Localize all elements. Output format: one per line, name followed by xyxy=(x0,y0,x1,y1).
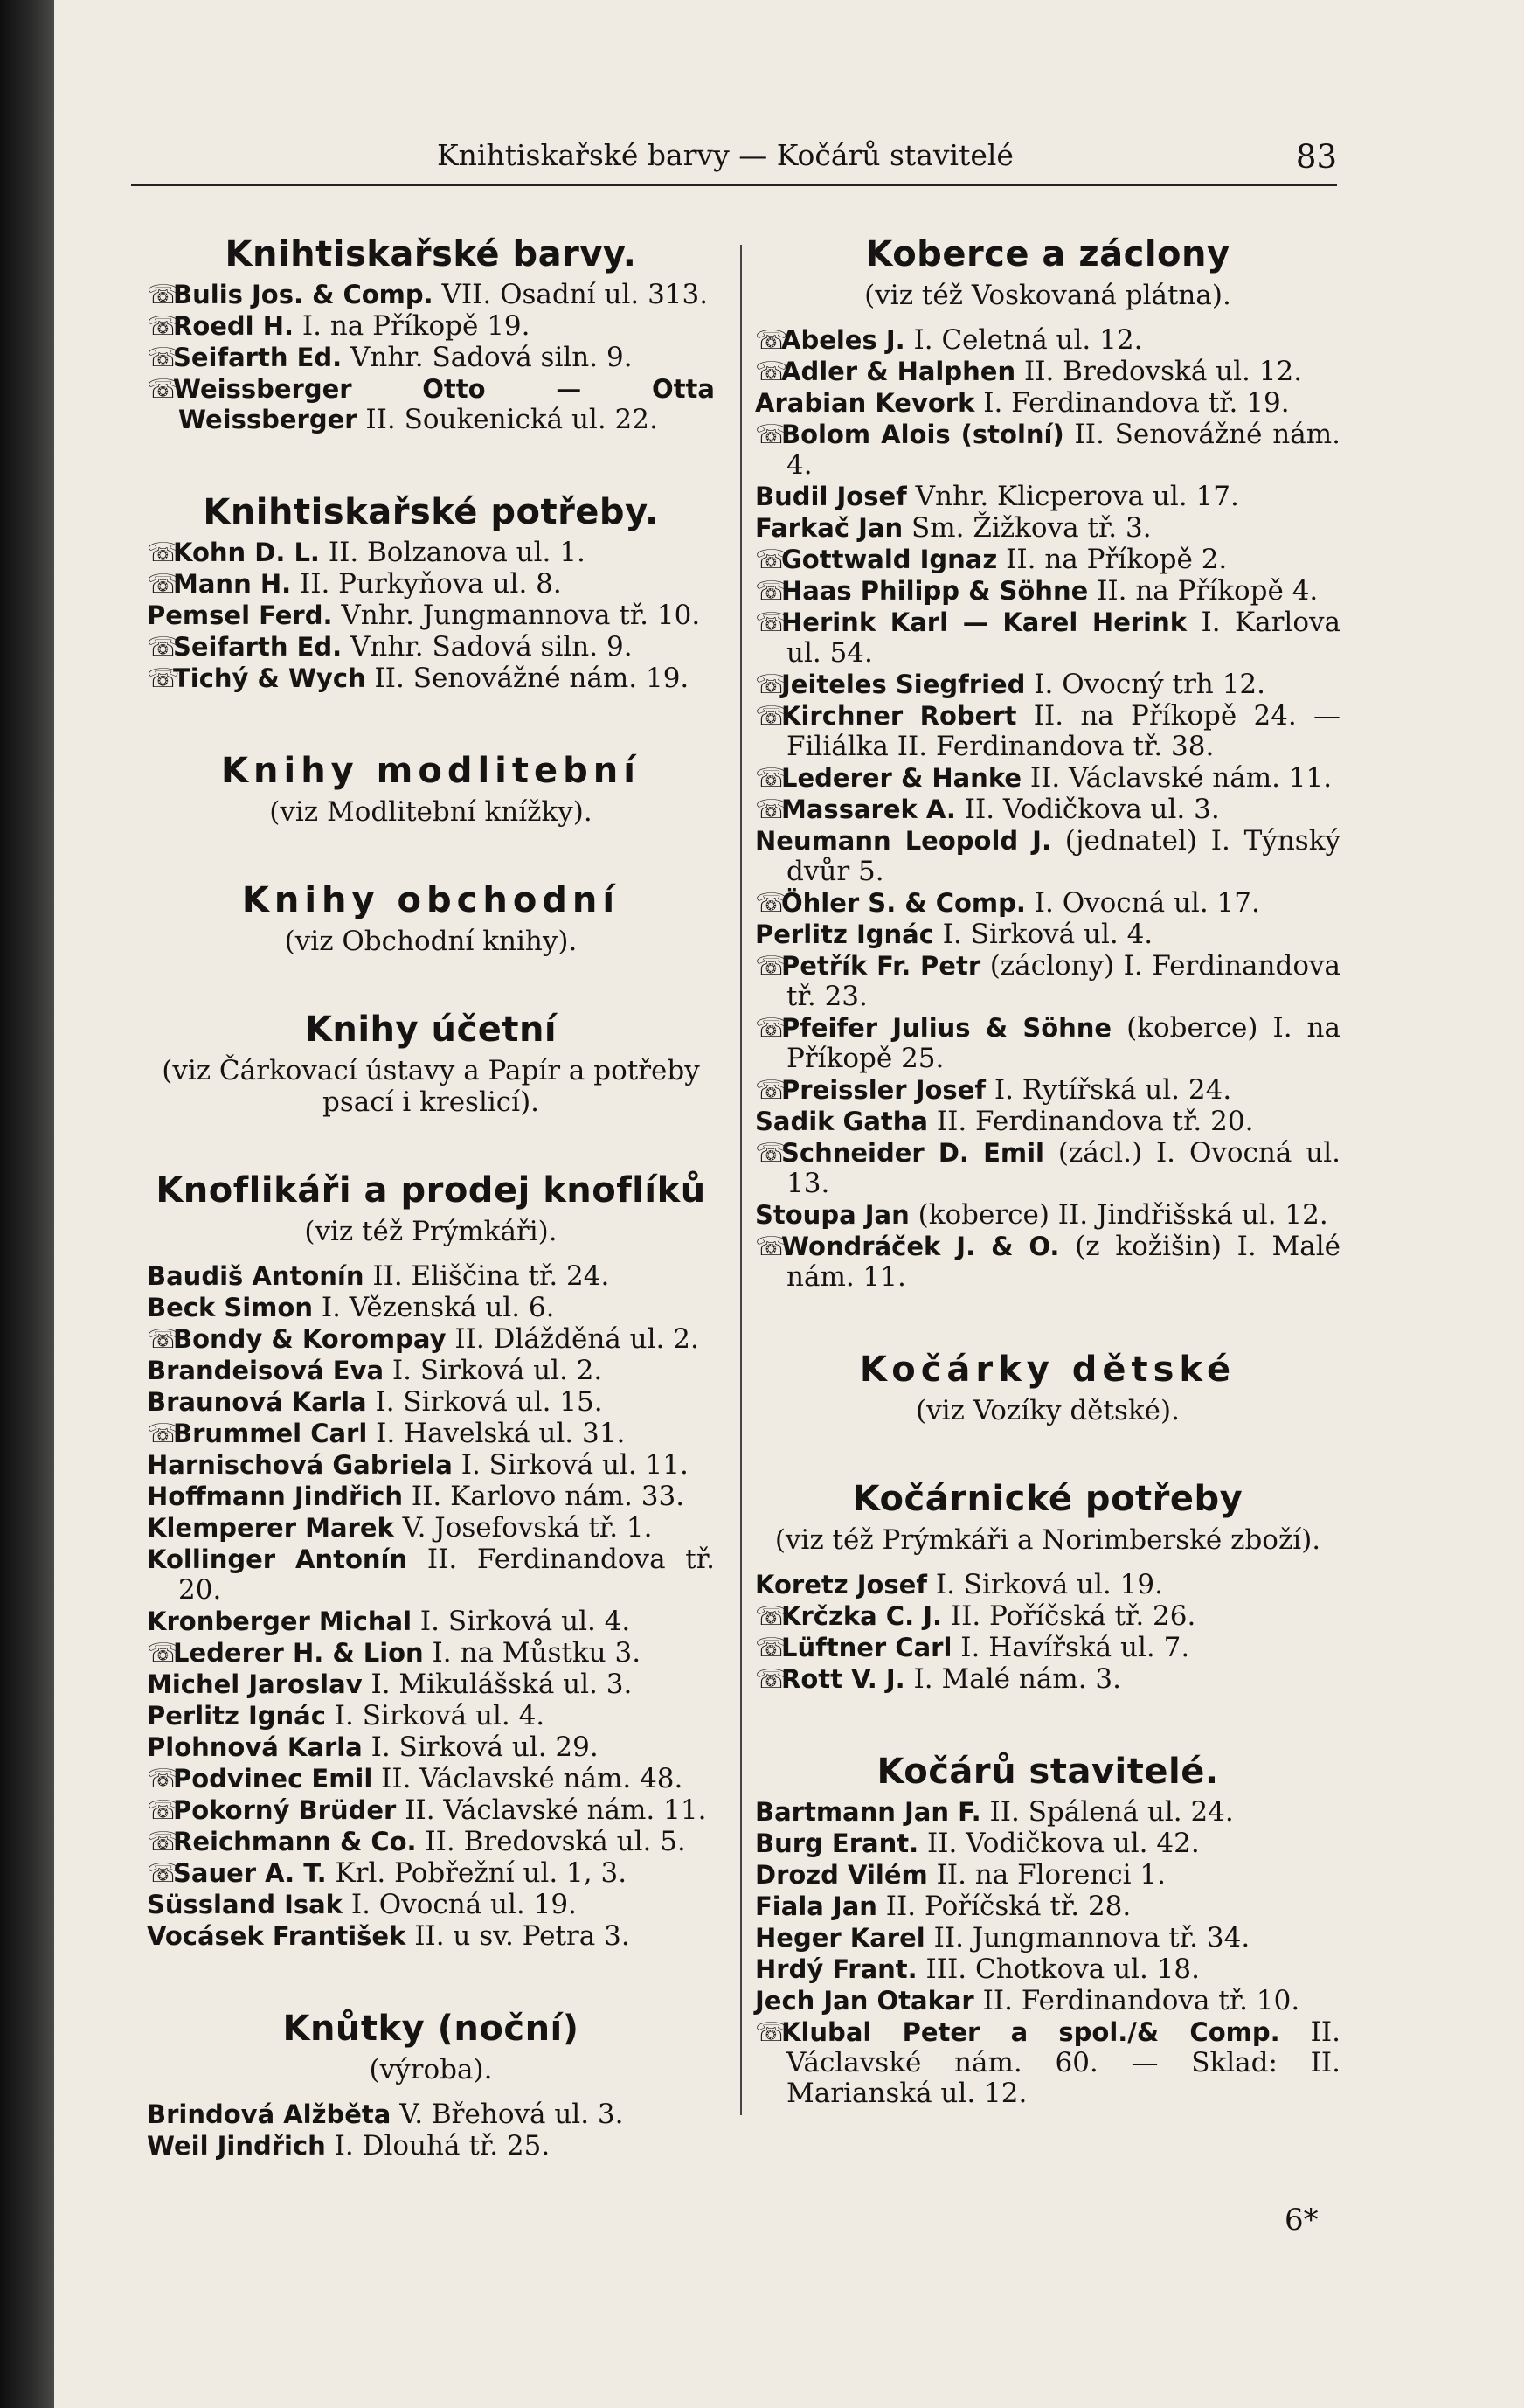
telephone-icon: ☏ xyxy=(755,325,788,356)
telephone-icon: ☏ xyxy=(755,1664,788,1695)
directory-entry xyxy=(147,1482,715,1512)
entry-address: I. Sirková ul. 4. xyxy=(933,919,1153,950)
entry-address: II. Spálená ul. 24. xyxy=(980,1796,1234,1828)
directory-entry xyxy=(755,1954,1340,1985)
entry-address: I. Malé nám. 3. xyxy=(904,1663,1121,1695)
book-spine xyxy=(0,0,54,2408)
section-subheading: (viz Obchodní knihy). xyxy=(284,926,578,957)
entry-name: Michel Jaroslav xyxy=(147,1669,363,1699)
directory-entry xyxy=(147,632,715,663)
entry-address: II. Ferdinandova tř. 20. xyxy=(178,1544,715,1606)
entry-name: Bolom Alois (stolní) xyxy=(781,420,1064,449)
directory-entry xyxy=(147,1419,715,1449)
directory-entry xyxy=(755,357,1340,387)
entry-name: Massarek A. xyxy=(781,795,956,824)
entry-address: II. Soukenická ul. 22. xyxy=(357,404,658,435)
entry-address: I. Ovocný trh 12. xyxy=(1025,669,1265,700)
telephone-icon: ☏ xyxy=(755,795,788,825)
directory-entry xyxy=(147,1638,715,1669)
entry-name: Tichý & Wych xyxy=(173,663,366,693)
entry-address: II. Purkyňova ul. 8. xyxy=(291,568,562,600)
entry-name: Abeles J. xyxy=(781,325,905,355)
entry-address: II. Bredovská ul. 5. xyxy=(416,1826,686,1857)
telephone-icon: ☏ xyxy=(755,1138,788,1169)
entry-address: I. Vězenská ul. 6. xyxy=(312,1292,555,1323)
entry-address: II. Bolzanova ul. 1. xyxy=(319,537,585,568)
directory-entry xyxy=(147,1356,715,1386)
directory-entry xyxy=(755,826,1340,887)
telephone-icon: ☏ xyxy=(147,1638,180,1669)
entry-name: Weissberger Otto — Otta Weissberger xyxy=(173,374,715,434)
entry-address: V. Břehová ul. 3. xyxy=(391,2099,624,2130)
entry-address: I. Havířská ul. 7. xyxy=(952,1632,1190,1663)
section-heading: Knůtky (noční) xyxy=(282,2009,579,2049)
entry-address: Vnhr. Sadová siln. 9. xyxy=(342,342,633,373)
entry-list xyxy=(147,538,715,694)
entry-address: I. Sirková ul. 29. xyxy=(362,1731,599,1763)
directory-entry xyxy=(755,325,1340,356)
telephone-icon: ☏ xyxy=(147,538,180,568)
entry-name: Bartmann Jan F. xyxy=(755,1797,981,1827)
entry-name: Plohnová Karla xyxy=(147,1732,363,1762)
entry-name: Lederer H. & Lion xyxy=(173,1638,424,1668)
entry-address: III. Chotkova ul. 18. xyxy=(917,1953,1200,1985)
directory-entry xyxy=(147,1701,715,1731)
entry-address: (záclony) I. Ferdinandova tř. 23. xyxy=(786,950,1340,1012)
directory-entry xyxy=(147,1513,715,1544)
directory-entry xyxy=(755,1860,1340,1891)
section-subheading: (viz též Prýmkáři). xyxy=(304,1216,558,1247)
directory-entry xyxy=(147,374,715,435)
entry-name: Kohn D. L. xyxy=(173,538,320,567)
entry-name: Schneider D. Emil xyxy=(781,1138,1044,1168)
entry-name: Gottwald Ignaz xyxy=(781,545,998,574)
running-header xyxy=(131,131,1337,186)
directory-entry xyxy=(147,1606,715,1637)
entry-address: VII. Osadní ul. 313. xyxy=(433,279,709,310)
entry-address: Vnhr. Sadová siln. 9. xyxy=(342,631,633,663)
entry-address: I. Dlouhá tř. 25. xyxy=(325,2130,551,2162)
telephone-icon: ☏ xyxy=(147,1795,180,1826)
entry-address: I. Sirková ul. 19. xyxy=(926,1569,1163,1600)
entry-address: II. Ferdinandova tř. 20. xyxy=(928,1106,1254,1137)
directory-entry xyxy=(147,1890,715,1920)
directory-entry xyxy=(755,763,1340,794)
directory-entry xyxy=(147,1669,715,1700)
directory-entry xyxy=(755,919,1340,950)
entry-list xyxy=(755,1797,1340,2109)
entry-address: II. na Příkopě 4. xyxy=(1088,575,1319,607)
entry-address: (jednatel) I. Týnský dvůr 5. xyxy=(786,825,1340,887)
directory-entry xyxy=(755,701,1340,762)
entry-list xyxy=(755,325,1340,1293)
entry-address: II. na Příkopě 24. — Filiálka II. Ferdinandova tř. 38. xyxy=(786,700,1341,762)
directory-entry xyxy=(755,670,1340,700)
entry-name: Rott V. J. xyxy=(781,1664,905,1694)
entry-name: Baudiš Antonín xyxy=(147,1261,364,1291)
directory-entry xyxy=(755,1013,1340,1074)
entry-name: Mann H. xyxy=(173,569,292,599)
telephone-icon: ☏ xyxy=(755,1633,788,1663)
directory-entry xyxy=(755,1075,1340,1106)
entry-address: (koberce) II. Jindřišská ul. 12. xyxy=(909,1199,1328,1231)
entry-address: II. Eliščina tř. 24. xyxy=(364,1260,610,1292)
directory-entry xyxy=(755,1232,1340,1293)
directory-entry xyxy=(755,951,1340,1012)
section-heading: Knoflikáři a prodej knoflíků xyxy=(156,1170,706,1211)
directory-entry xyxy=(147,311,715,342)
directory-entry xyxy=(755,576,1340,607)
directory-entry xyxy=(147,280,715,310)
section-subheading: (viz Vozíky dětské). xyxy=(916,1395,1180,1426)
telephone-icon: ☏ xyxy=(147,1419,180,1449)
telephone-icon: ☏ xyxy=(755,701,788,732)
entry-name: Petřík Fr. Petr xyxy=(781,951,981,981)
entry-name: Jeiteles Siegfried xyxy=(781,670,1026,699)
section-subheading: (viz též Voskovaná plátna). xyxy=(864,280,1231,311)
directory-entry xyxy=(755,795,1340,825)
section-heading: Kočárky dětské xyxy=(859,1350,1237,1390)
section-subheading: (výroba). xyxy=(369,2054,493,2085)
directory-entry xyxy=(147,1764,715,1794)
directory-entry xyxy=(147,1293,715,1323)
entry-name: Heger Karel xyxy=(755,1923,925,1953)
directory-entry xyxy=(147,1827,715,1857)
entry-name: Braunová Karla xyxy=(147,1387,367,1417)
entry-name: Budil Josef xyxy=(755,482,907,511)
telephone-icon: ☏ xyxy=(755,420,788,450)
entry-name: Hoffmann Jindřich xyxy=(147,1482,404,1511)
section-heading: Knihy účetní xyxy=(304,1010,558,1050)
directory-entry xyxy=(755,1891,1340,1922)
directory-entry xyxy=(147,1544,715,1606)
directory-entry xyxy=(755,1664,1340,1695)
directory-entry xyxy=(147,343,715,373)
directory-entry xyxy=(147,2099,715,2130)
entry-name: Pokorný Brüder xyxy=(173,1795,397,1825)
entry-list xyxy=(147,280,715,435)
entry-name: Harnischová Gabriela xyxy=(147,1450,453,1480)
directory-entry xyxy=(147,1732,715,1763)
entry-address: Krl. Pobřežní ul. 1, 3. xyxy=(326,1857,627,1889)
signature-mark: 6* xyxy=(1285,2203,1319,2238)
entry-address: I. Sirková ul. 2. xyxy=(384,1355,603,1386)
directory-entry xyxy=(755,1797,1340,1828)
telephone-icon: ☏ xyxy=(755,670,788,700)
entry-name: Drozd Vilém xyxy=(755,1860,928,1890)
telephone-icon: ☏ xyxy=(755,357,788,387)
entry-name: Lüftner Carl xyxy=(781,1633,952,1662)
entry-name: Hrdý Frant. xyxy=(755,1954,918,1984)
telephone-icon: ☏ xyxy=(147,663,180,694)
directory-entry xyxy=(755,607,1340,669)
entry-name: Sauer A. T. xyxy=(173,1858,327,1888)
entry-address: I. Mikulášská ul. 3. xyxy=(362,1669,633,1700)
entry-address: I. na Můstku 3. xyxy=(423,1637,641,1669)
entry-name: Pemsel Ferd. xyxy=(147,600,333,630)
section-heading: Knihtiskařské barvy. xyxy=(225,234,637,274)
entry-name: Bulis Jos. & Comp. xyxy=(173,280,433,309)
directory-entry xyxy=(147,663,715,694)
telephone-icon: ☏ xyxy=(147,569,180,600)
directory-entry xyxy=(755,1200,1340,1231)
entry-list xyxy=(755,1570,1340,1695)
entry-address: (z kožišin) I. Malé nám. 11. xyxy=(786,1231,1340,1293)
telephone-icon: ☏ xyxy=(147,1324,180,1355)
entry-address: (zácl.) I. Ovocná ul. 13. xyxy=(786,1137,1340,1199)
directory-entry xyxy=(755,1138,1340,1199)
entry-name: Pfeifer Julius & Söhne xyxy=(781,1013,1112,1043)
entry-address: II. Senovážné nám. 19. xyxy=(365,663,689,694)
section-subheading: (viz též Prýmkáři a Norimberské zboží). xyxy=(774,1524,1321,1556)
entry-address: II. Vodičkova ul. 3. xyxy=(955,794,1220,825)
entry-address: Vnhr. Jungmannova tř. 10. xyxy=(332,600,701,631)
entry-name: Neumann Leopold J. xyxy=(755,826,1051,856)
entry-name: Fiala Jan xyxy=(755,1891,877,1921)
entry-address: I. Havelská ul. 31. xyxy=(367,1418,626,1449)
telephone-icon: ☏ xyxy=(147,1858,180,1889)
entry-address: I. Karlova ul. 54. xyxy=(786,607,1340,669)
entry-address: II. Ferdinandova tř. 10. xyxy=(973,1985,1300,2016)
directory-entry xyxy=(147,538,715,568)
directory-entry xyxy=(755,1601,1340,1632)
entry-name: Koretz Josef xyxy=(755,1570,927,1600)
directory-entry xyxy=(147,1921,715,1952)
entry-address: II. Václavské nám. 48. xyxy=(372,1763,683,1794)
telephone-icon: ☏ xyxy=(755,1013,788,1044)
entry-name: Farkač Jan xyxy=(755,513,904,543)
entry-address: Vnhr. Klicperova ul. 17. xyxy=(906,481,1239,512)
entry-name: Reichmann & Co. xyxy=(173,1827,417,1856)
section-heading: Knihy obchodní xyxy=(241,880,620,920)
entry-name: Preissler Josef xyxy=(781,1075,986,1105)
entry-name: Beck Simon xyxy=(147,1293,313,1322)
section-heading: Koberce a záclony xyxy=(865,234,1230,274)
telephone-icon: ☏ xyxy=(147,343,180,373)
entry-name: Süssland Isak xyxy=(147,1890,343,1919)
directory-entry xyxy=(147,1795,715,1826)
telephone-icon: ☏ xyxy=(755,1601,788,1632)
telephone-icon: ☏ xyxy=(755,1232,788,1262)
entry-address: I. Sirková ul. 4. xyxy=(325,1700,545,1731)
directory-entry xyxy=(147,1324,715,1355)
entry-address: II. Václavské nám. 11. xyxy=(396,1794,707,1826)
directory-entry xyxy=(755,388,1340,419)
directory-entry xyxy=(755,888,1340,919)
entry-name: Kronberger Michal xyxy=(147,1606,412,1636)
entry-name: Arabian Kevork xyxy=(755,388,975,418)
telephone-icon: ☏ xyxy=(147,311,180,342)
entry-address: I. na Příkopě 19. xyxy=(294,310,530,342)
directory-entry xyxy=(147,1858,715,1889)
left-column xyxy=(147,219,715,2162)
telephone-icon: ☏ xyxy=(755,1075,788,1106)
directory-entry xyxy=(755,2017,1340,2109)
page-number: 83 xyxy=(1295,138,1337,176)
entry-name: Podvinec Emil xyxy=(173,1764,373,1794)
entry-address: II. Karlovo nám. 33. xyxy=(403,1481,685,1512)
entry-address: II. Poříčská tř. 26. xyxy=(942,1600,1196,1632)
telephone-icon: ☏ xyxy=(755,576,788,607)
telephone-icon: ☏ xyxy=(755,888,788,919)
entry-address: I. Ovocná ul. 19. xyxy=(342,1889,577,1920)
entry-address: I. Celetná ul. 12. xyxy=(904,324,1143,356)
directory-entry xyxy=(755,1986,1340,2016)
directory-entry xyxy=(147,1261,715,1292)
column-divider xyxy=(740,245,742,2115)
entry-name: Brandeisová Eva xyxy=(147,1356,384,1385)
entry-address: II. na Florenci 1. xyxy=(927,1859,1167,1891)
telephone-icon: ☏ xyxy=(147,1827,180,1857)
telephone-icon: ☏ xyxy=(755,951,788,982)
entry-address: Sm. Žižkova tř. 3. xyxy=(903,512,1152,544)
entry-name: Bondy & Korompay xyxy=(173,1324,447,1354)
entry-name: Weil Jindřich xyxy=(147,2131,326,2161)
entry-name: Jech Jan Otakar xyxy=(755,1986,974,2016)
entry-name: Brummel Carl xyxy=(173,1419,368,1448)
entry-address: I. Rytířská ul. 24. xyxy=(985,1074,1232,1106)
entry-address: I. Ovocná ul. 17. xyxy=(1025,887,1260,919)
entry-name: Wondráček J. & O. xyxy=(781,1232,1060,1261)
entry-address: II. Václavské nám. 11. xyxy=(1022,762,1333,794)
entry-address: I. Ferdinandova tř. 19. xyxy=(974,387,1290,419)
entry-name: Vocásek František xyxy=(147,1921,406,1951)
header-title: Knihtiskařské barvy — Kočárů stavitelé xyxy=(437,138,1014,172)
entry-list xyxy=(147,1261,715,1952)
directory-entry xyxy=(755,545,1340,575)
section-heading: Kočárů stavitelé. xyxy=(876,1752,1219,1792)
directory-entry xyxy=(755,1923,1340,1953)
entry-name: Roedl H. xyxy=(173,311,294,341)
entry-name: Kirchner Robert xyxy=(781,701,1017,731)
directory-entry xyxy=(755,482,1340,512)
entry-address: V. Josefovská tř. 1. xyxy=(393,1512,653,1544)
section-heading: Knihy modlitební xyxy=(221,751,641,791)
telephone-icon: ☏ xyxy=(147,374,180,405)
entry-name: Kollinger Antonín xyxy=(147,1544,408,1574)
entry-name: Seifarth Ed. xyxy=(173,632,343,662)
entry-name: Burg Erant. xyxy=(755,1829,919,1858)
telephone-icon: ☏ xyxy=(755,545,788,575)
entry-address: I. Sirková ul. 4. xyxy=(412,1606,631,1637)
right-column xyxy=(755,219,1340,2110)
entry-name: Perlitz Ignác xyxy=(147,1701,326,1731)
telephone-icon: ☏ xyxy=(147,280,180,310)
telephone-icon: ☏ xyxy=(147,632,180,663)
directory-entry xyxy=(147,2131,715,2162)
directory-entry xyxy=(147,600,715,631)
entry-address: II. Bredovská ul. 12. xyxy=(1015,356,1303,387)
entry-address: II. Vodičkova ul. 42. xyxy=(918,1828,1200,1859)
directory-entry xyxy=(755,1633,1340,1663)
section-heading: Kočárnické potřeby xyxy=(852,1479,1243,1519)
telephone-icon: ☏ xyxy=(755,2017,788,2048)
entry-name: Öhler S. & Comp. xyxy=(781,888,1026,918)
entry-address: II. Senovážné nám. 4. xyxy=(786,419,1340,481)
telephone-icon: ☏ xyxy=(755,607,788,638)
entry-name: Stoupa Jan xyxy=(755,1200,910,1230)
entry-address: II. Poříčská tř. 28. xyxy=(876,1891,1132,1922)
section-heading: Knihtiskařské potřeby. xyxy=(203,492,659,532)
entry-name: Lederer & Hanke xyxy=(781,763,1022,793)
entry-name: Krčzka C. J. xyxy=(781,1601,942,1631)
directory-entry xyxy=(755,513,1340,544)
entry-list xyxy=(147,2099,715,2162)
directory-entry xyxy=(147,1387,715,1418)
entry-name: Sadik Gatha xyxy=(755,1107,928,1136)
telephone-icon: ☏ xyxy=(755,763,788,794)
entry-address: II. Dlážděná ul. 2. xyxy=(446,1323,699,1355)
entry-address: I. Sirková ul. 15. xyxy=(366,1386,603,1418)
section-subheading: (viz Čárkovací ústavy a Papír a potřeby psací i kreslicí). xyxy=(162,1055,700,1118)
section-subheading: (viz Modlitební knížky). xyxy=(269,796,592,828)
entry-name: Brindová Alžběta xyxy=(147,2099,391,2129)
entry-name: Klemperer Marek xyxy=(147,1513,394,1543)
directory-entry xyxy=(755,1107,1340,1137)
entry-address: II. Jungmannova tř. 34. xyxy=(925,1922,1250,1953)
entry-address: I. Sirková ul. 11. xyxy=(452,1449,689,1481)
directory-entry xyxy=(755,1570,1340,1600)
entry-name: Herink Karl — Karel Herink xyxy=(781,607,1188,637)
directory-entry xyxy=(755,420,1340,481)
entry-address: II. Václavské nám. 60. — Sklad: II. Marianská ul. 12. xyxy=(786,2016,1340,2109)
entry-name: Haas Philipp & Söhne xyxy=(781,576,1089,606)
entry-address: (koberce) I. na Příkopě 25. xyxy=(786,1012,1341,1074)
entry-name: Klubal Peter a spol./& Comp. xyxy=(781,2017,1280,2047)
directory-entry xyxy=(147,569,715,600)
entry-address: II. na Příkopě 2. xyxy=(997,544,1228,575)
entry-name: Seifarth Ed. xyxy=(173,343,343,372)
telephone-icon: ☏ xyxy=(147,1764,180,1794)
entry-name: Adler & Halphen xyxy=(781,357,1016,386)
directory-entry xyxy=(755,1829,1340,1859)
entry-name: Perlitz Ignác xyxy=(755,919,934,949)
entry-address: II. u sv. Petra 3. xyxy=(405,1920,630,1952)
directory-entry xyxy=(147,1450,715,1481)
